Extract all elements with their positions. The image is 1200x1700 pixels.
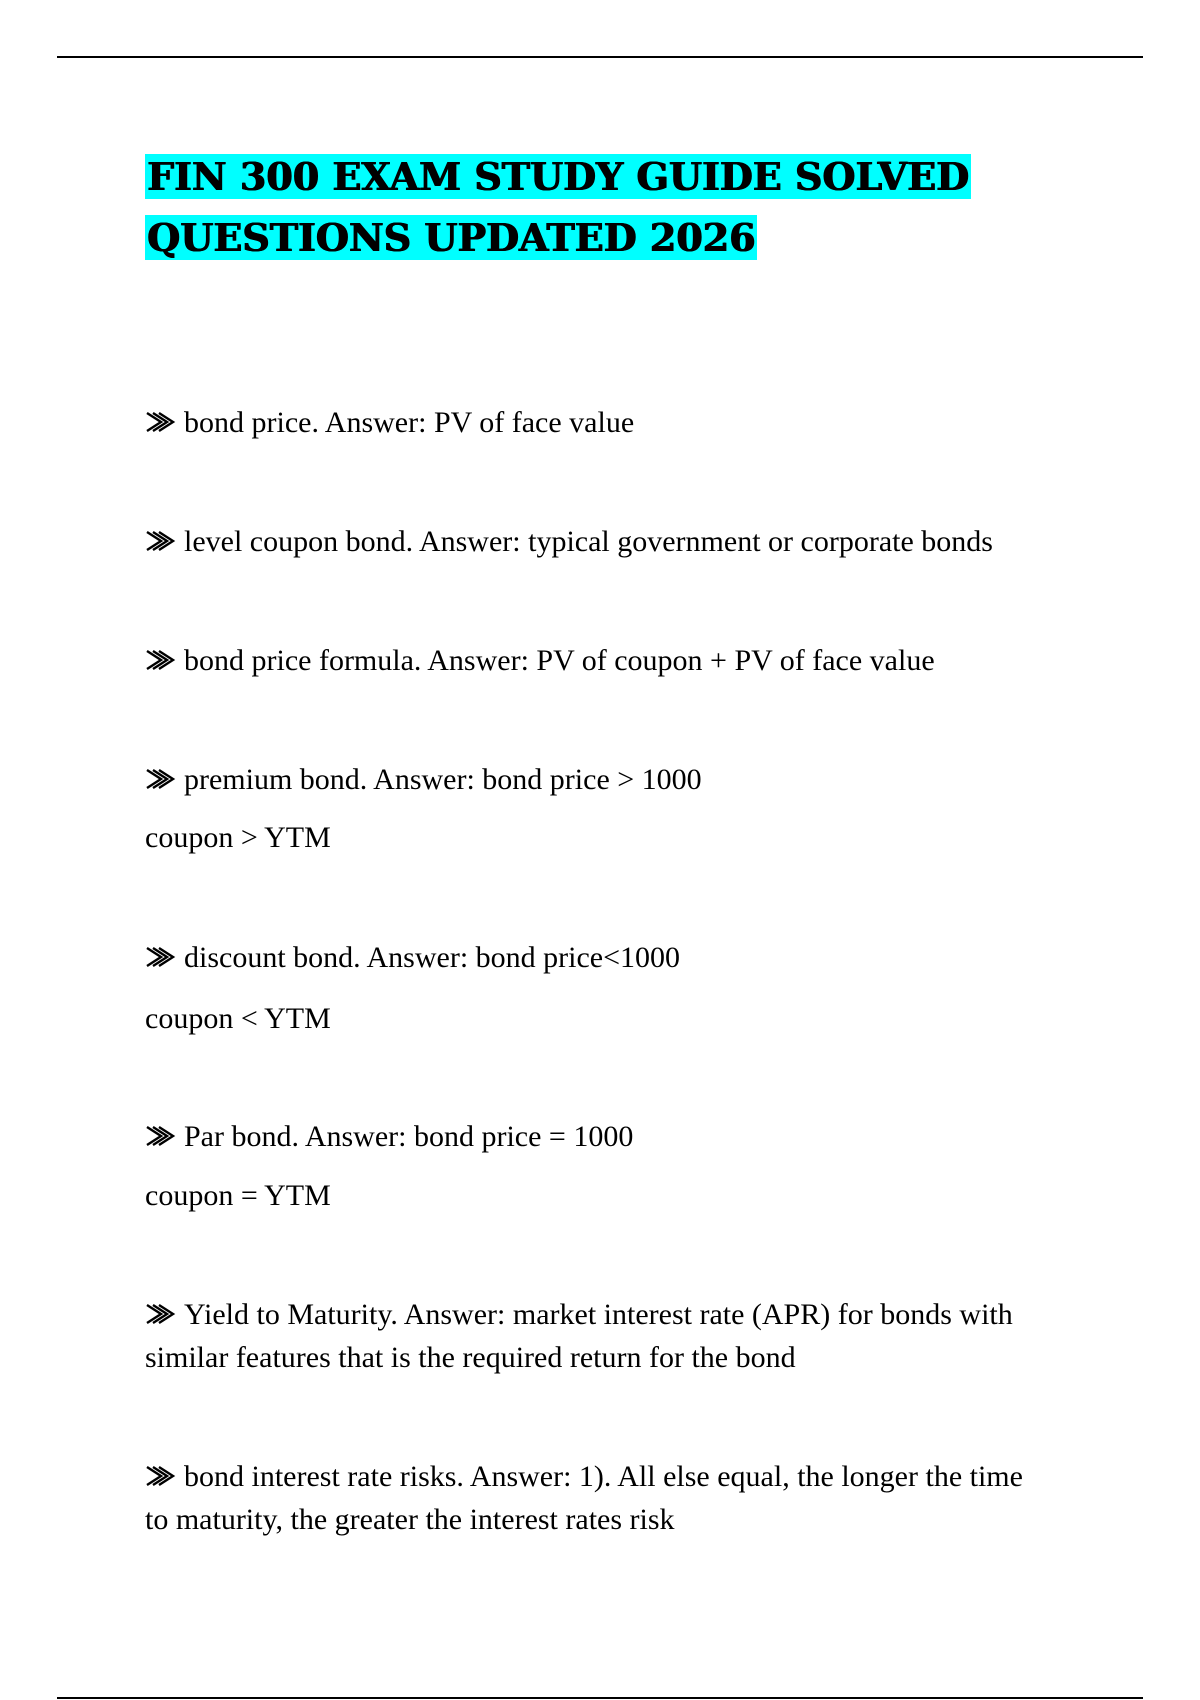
qa-text: premium bond. Answer: bond price > 1000: [184, 763, 702, 796]
qa-text: Par bond. Answer: bond price = 1000: [184, 1120, 634, 1153]
qa-item: [145, 758, 1075, 859]
triple-arrow-bullet-icon: [145, 1464, 177, 1488]
triple-arrow-bullet-icon: [145, 767, 177, 791]
top-rule: [57, 56, 1143, 58]
triple-arrow-bullet-icon: [145, 410, 177, 434]
triple-arrow-bullet-icon: [145, 945, 177, 969]
title-line-1: FIN 300 EXAM STUDY GUIDE SOLVED: [147, 154, 969, 199]
qa-item: [145, 1115, 1075, 1217]
bottom-rule: [57, 1697, 1143, 1699]
qa-continuation: coupon > YTM: [145, 821, 331, 854]
qa-text: bond price formula. Answer: PV of coupon + PV of face value: [184, 644, 935, 677]
triple-arrow-bullet-icon: [145, 1124, 177, 1148]
qa-text: Yield to Maturity. Answer: market interest rate (APR) for bonds with similar features that is the required return for the bond: [145, 1298, 1013, 1374]
qa-item: [145, 1455, 1050, 1541]
qa-continuation: coupon = YTM: [145, 1179, 331, 1212]
qa-text: bond price. Answer: PV of face value: [184, 406, 635, 439]
qa-item: [145, 401, 1075, 444]
qa-item: [145, 639, 1075, 682]
qa-item: [145, 520, 1075, 563]
triple-arrow-bullet-icon: [145, 648, 177, 672]
triple-arrow-bullet-icon: [145, 529, 177, 553]
qa-text: bond interest rate risks. Answer: 1). All else equal, the longer the time to maturity, the greater the interest rates risk: [145, 1460, 1023, 1536]
qa-item: [145, 1293, 1050, 1379]
qa-item: [145, 936, 1075, 1040]
document-title: [145, 146, 1045, 268]
triple-arrow-bullet-icon: [145, 1302, 177, 1326]
qa-text: level coupon bond. Answer: typical government or corporate bonds: [184, 525, 993, 558]
qa-text: discount bond. Answer: bond price<1000: [184, 941, 681, 974]
qa-continuation: coupon < YTM: [145, 1002, 331, 1035]
title-line-2: QUESTIONS UPDATED 2026: [147, 215, 756, 260]
